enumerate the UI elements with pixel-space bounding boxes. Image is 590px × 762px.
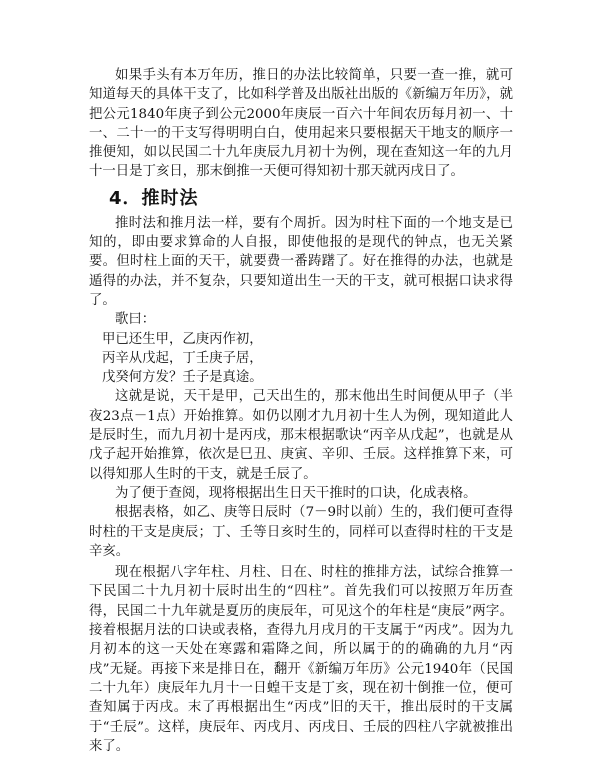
verse-line-2: 丙辛从戊起，丁壬庚子居，	[102, 350, 263, 366]
explanation-paragraph: 这就是说，天干是甲，己天出生的，那末他出生时间便从甲子（半夜23点－1点）开始推算。如仍以刚才九月初十生人为例，现知道此人是辰时生，而九月初十是丙戌，那末根据歌诀“丙辛从戊起”，也就是从戊子起开始推算，依次是巳丑、庚寅、辛卯、壬辰。这样推算下来，可以得知那人生时的干支，就是壬辰了。	[89, 389, 513, 482]
verse-line-3: 戊癸何方发？壬子是真途。	[102, 370, 263, 386]
intro-paragraph: 如果手头有本万年历，推日的办法比较简单，只要一查一推，就可知道每天的具体干支了，比如科学普及出版社出版的《新编万年历》，就把公元1840年庚子到公元2000年庚辰一百六十年间农历每月初一、十一、二十一的干支写得明明白白，使用起来只要根据天干地支的顺序一推便知，如以民国二十九年庚辰九月初十为例，现在查知这一年的九月十一日是丁亥日，那末倒推一天便可得知初十那天就丙戌日了。	[89, 68, 513, 180]
document-page	[89, 66, 513, 756]
four-pillars-paragraph: 现在根据八字年柱、月柱、日在、时柱的推排方法，试综合推算一下民国二十九月初十辰时出生的“四柱”。首先我们可以按照万年历查得，民国二十九年就是夏历的庚辰年，可见这个的年柱是“庚辰”两字。接着根据月法的口诀或表格，查得九月戌月的干支属于“丙戌”。因为九月初本的这一天处在寒露和霜降之间，所以属于的的确确的九月“丙戌”无疑。再接下来是排日在，翻开《新编万年历》公元1940年（民国二十九年）庚辰年九月十一日蝗干支是丁亥，现在初十倒推一位，便可查知属于丙戌。末了再根据出生“丙戌”旧的天干，推出辰时的干支属于“壬辰”。这样，庚辰年、丙戌月、丙戌日、壬辰的四柱八字就被推出来了。	[89, 565, 513, 754]
table-usage-paragraph: 根据表格，如乙、庚等日辰时（7－9时以前）生的，我们便可查得时柱的干支是庚辰；丁、壬等日亥时生的，同样可以查得时柱的干支是辛亥。	[89, 505, 513, 559]
verse-line-1: 甲已还生甲，乙庚丙作初，	[102, 331, 263, 347]
section-heading: 4．推时法	[109, 187, 199, 209]
table-note-paragraph: 为了便于查阅，现将根据出生日天干推时的口诀，化成表格。	[115, 485, 477, 501]
verse-label: 歌曰：	[115, 312, 156, 328]
verse-block	[89, 310, 513, 387]
section-paragraph: 推时法和推月法一样，要有个周折。因为时柱下面的一个地支是已知的，即由要求算命的人自报，即使他报的是现代的钟点，也无关紧要。但时柱上面的天干，就要费一番踌躇了。好在推得的办法，也就是遁得的办法，并不复杂，只要知道出生一天的干支，就可根据口诀求得了。	[89, 215, 513, 308]
